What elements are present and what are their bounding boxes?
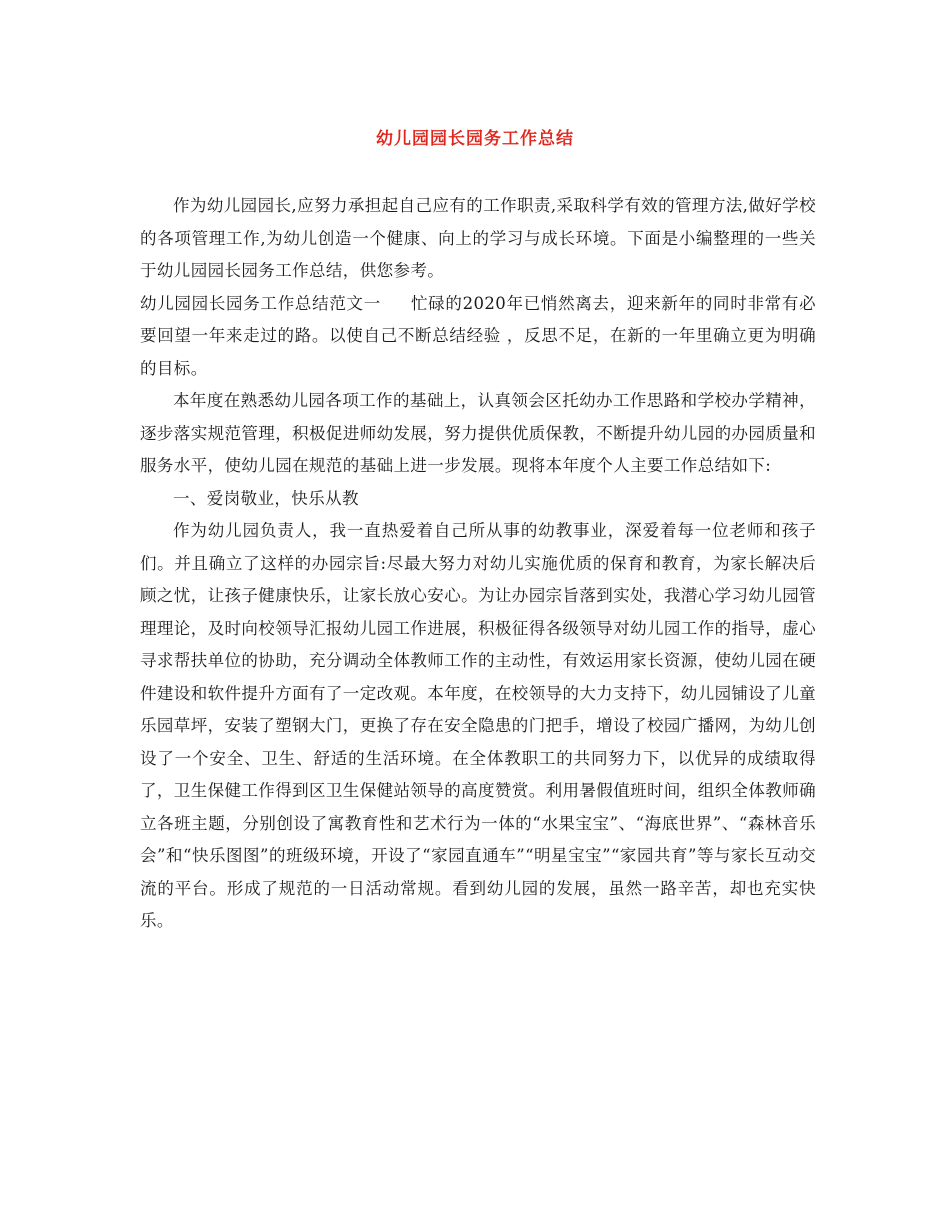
sample-paragraph [140,288,816,386]
sample-opening-text: 忙碌的2020年已悄然离去，迎来新年的同时非常有必要回望一年来走过的路。以使自己不断总结经验 ，反思不足，在新的一年里确立更为明确的目标。 [140,293,816,378]
document-title: 幼儿园园长园务工作总结 [376,129,574,149]
section-heading-1: 一、爱岗敬业，快乐从教 [173,488,359,508]
sample-label: 幼儿园园长园务工作总结范文一 [140,293,381,313]
work-overview-paragraph: 本年度在熟悉幼儿园各项工作的基础上，认真领会区托幼办工作思路和学校办学精神，逐步落实规范管理，积极促进师幼发展，努力提供优质保教，不断提升幼儿园的办园质量和服务水平，使幼儿园在规范的基础上进一步发展。现将本年度个人主要工作总结如下: [140,391,816,475]
section-1-paragraph: 作为幼儿园负责人，我一直热爱着自己所从事的幼教事业，深爱着每一位老师和孩子们。并且确立了这样的办园宗旨:尽最大努力对幼儿实施优质的保育和教育，为家长解决后顾之忧，让孩子健康快乐，让家长放心安心。为让办园宗旨落到实处，我潜心学习幼儿园管理理论，及时向校领导汇报幼儿园工作进展，积极征得各级领导对幼儿园工作的指导，虚心寻求帮扶单位的协助，充分调动全体教师工作的主动性，有效运用家长资源，使幼儿园在硬件建设和软件提升方面有了一定改观。本年度，在校领导的大力支持下，幼儿园铺设了儿童乐园草坪，安装了塑钢大门，更换了存在安全隐患的门把手，增设了校园广播网，为幼儿创设了一个安全、卫生、舒适的生活环境。在全体教职工的共同努力下，以优异的成绩取得了，卫生保健工作得到区卫生保健站领导的高度赞赏。利用暑假值班时间，组织全体教师确立各班主题，分别创设了寓教育性和艺术行为一体的“水果宝宝”、“海底世界”、“森林音乐会”和“快乐图图”的班级环境，开设了“家园直通车”“明星宝宝”“家园共育”等与家长互动交流的平台。形成了规范的一日活动常规。看到幼儿园的发展，虽然一路辛苦，却也充实快乐。 [140,521,816,930]
document-body [140,190,816,938]
intro-paragraph: 作为幼儿园园长,应努力承担起自己应有的工作职责,采取科学有效的管理方法,做好学校的各项管理工作,为幼儿创造一个健康、向上的学习与成长环境。下面是小编整理的一些关于幼儿园园长园务工作总结，供您参考。 [140,196,816,280]
